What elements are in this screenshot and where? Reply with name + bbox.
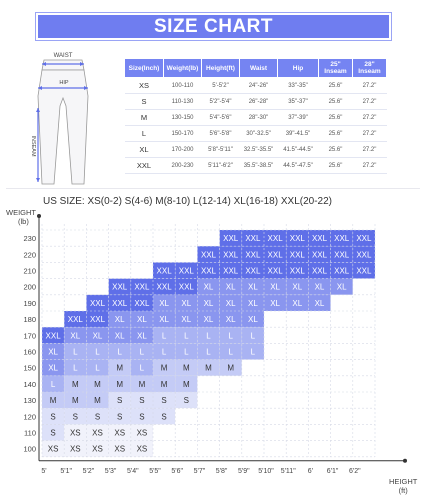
table-header-cell: Hip — [278, 59, 319, 78]
table-cell: 27.2" — [353, 158, 387, 174]
table-cell: 150-170 — [164, 126, 202, 142]
grid-cell — [353, 441, 375, 457]
y-axis-end-dot — [37, 214, 41, 218]
grid-cell-label: L — [73, 363, 78, 373]
grid-cell — [42, 279, 64, 295]
table-cell: 24"-26" — [240, 78, 278, 94]
grid-cell-label: XXL — [223, 266, 239, 276]
weight-tick-label: 230 — [23, 234, 36, 244]
height-tick-label: 5'8" — [215, 467, 228, 475]
grid-cell — [197, 408, 219, 424]
weight-tick-label: 190 — [23, 298, 36, 308]
grid-cell — [220, 441, 242, 457]
grid-cell-label: XS — [136, 444, 148, 454]
grid-cell-label: M — [71, 379, 79, 389]
table-cell: 27.2" — [353, 94, 387, 110]
height-tick-label: 5'3" — [104, 467, 117, 475]
grid-cell-label: S — [139, 412, 145, 422]
grid-cell-label: XL — [159, 315, 169, 325]
table-cell: 27.2" — [353, 142, 387, 158]
grid-cell — [109, 246, 131, 262]
grid-cell-label: L — [73, 347, 78, 357]
height-tick-label: 5'5" — [149, 467, 161, 475]
table-cell: 25.6" — [319, 126, 353, 142]
table-cell: 25.6" — [319, 158, 353, 174]
weight-tick-label: 200 — [23, 282, 36, 292]
grid-cell — [331, 424, 353, 440]
weight-tick-label: 220 — [23, 250, 36, 260]
grid-cell-label: XXL — [289, 234, 305, 244]
grid-cell-label: XS — [114, 428, 126, 438]
grid-cell-label: M — [49, 396, 57, 406]
grid-cell — [264, 392, 286, 408]
grid-cell-label: XXL — [334, 266, 350, 276]
grid-cell-label: S — [94, 412, 101, 422]
grid-cell — [109, 230, 131, 246]
grid-cell — [286, 343, 308, 359]
table-header-cell: Waist — [240, 59, 278, 78]
table-header-cell: 25" Inseam — [319, 59, 353, 78]
grid-cell-label: M — [116, 363, 124, 373]
weight-axis-unit: (lb) — [18, 217, 29, 226]
grid-cell-label: XXL — [134, 282, 150, 292]
grid-cell — [353, 424, 375, 440]
grid-cell-label: XL — [336, 282, 347, 292]
grid-cell-label: XXL — [245, 266, 261, 276]
grid-cell-label: M — [138, 379, 146, 389]
grid-cell-label: XXL — [200, 266, 217, 276]
grid-cell — [331, 376, 353, 392]
table-header-cell: Size(Inch) — [125, 59, 164, 78]
grid-cell — [331, 392, 353, 408]
grid-cell — [86, 246, 108, 262]
grid-cell — [308, 408, 330, 424]
grid-cell-label: XXL — [89, 315, 106, 325]
waist-label: WAIST — [53, 53, 73, 59]
grid-cell — [264, 327, 286, 343]
grid-cell-label: L — [139, 347, 145, 357]
grid-cell — [197, 441, 219, 457]
grid-cell-label: M — [160, 379, 168, 389]
table-cell: 33"-35" — [278, 78, 319, 94]
grid-cell-label: XXL — [311, 266, 328, 276]
weight-tick-label: 210 — [23, 266, 36, 276]
weight-tick-label: 170 — [23, 331, 36, 341]
grid-cell-label: XL — [159, 298, 169, 308]
grid-cell — [242, 441, 264, 457]
height-tick-label: 5'10" — [258, 467, 274, 475]
weight-tick-label: 180 — [23, 315, 36, 325]
grid-cell-label: XXL — [356, 234, 372, 244]
grid-cell — [220, 424, 242, 440]
grid-cell-label: XXL — [356, 250, 372, 260]
grid-cell-label: XS — [136, 428, 148, 438]
grid-cell — [286, 327, 308, 343]
grid-cell — [264, 376, 286, 392]
grid-cell — [153, 424, 175, 440]
grid-cell — [331, 311, 353, 327]
grid-cell — [197, 230, 219, 246]
grid-cell-label: L — [95, 363, 100, 373]
grid-cell — [42, 262, 64, 278]
grid-cell — [131, 230, 153, 246]
grid-cell-label: M — [182, 379, 190, 389]
table-cell: 37"-39" — [278, 110, 319, 126]
grid-cell — [131, 246, 153, 262]
grid-cell — [308, 441, 330, 457]
grid-cell — [331, 343, 353, 359]
table-cell: 25.6" — [319, 94, 353, 110]
table-cell: 25.6" — [319, 78, 353, 94]
grid-cell-label: XS — [47, 444, 59, 454]
grid-cell-label: XXL — [156, 282, 172, 292]
grid-cell-label: XXL — [334, 250, 350, 260]
grid-cell-label: L — [206, 347, 211, 357]
grid-cell — [264, 441, 286, 457]
grid-cell-label: XL — [314, 298, 325, 308]
table-header-cell: Height(ft) — [202, 59, 240, 78]
size-cell: XXL — [125, 158, 164, 174]
grid-cell — [286, 392, 308, 408]
hip-label: HIP — [59, 80, 69, 86]
grid-cell — [264, 408, 286, 424]
grid-cell — [64, 295, 86, 311]
grid-cell-label: S — [72, 412, 78, 422]
size-cell: L — [125, 126, 164, 142]
grid-cell-label: XXL — [200, 250, 217, 260]
grid-cell-label: M — [94, 379, 101, 389]
grid-cell-label: M — [205, 363, 212, 373]
grid-cell-label: XL — [225, 298, 236, 308]
grid-cell — [286, 311, 308, 327]
grid-cell-label: L — [250, 347, 256, 357]
grid-cell — [153, 230, 175, 246]
grid-cell — [42, 311, 64, 327]
grid-cell-label: S — [117, 412, 123, 422]
grid-cell — [308, 311, 330, 327]
grid-cell-label: XXL — [245, 250, 261, 260]
grid-cell-label: S — [161, 396, 167, 406]
grid-cell — [353, 295, 375, 311]
table-cell: 27.2" — [353, 126, 387, 142]
grid-cell-label: XL — [48, 363, 58, 373]
grid-cell-label: XL — [181, 298, 192, 308]
table-cell: 5'8"-5'11" — [202, 142, 240, 158]
grid-cell — [42, 230, 64, 246]
grid-cell-label: M — [227, 363, 235, 373]
grid-cell — [353, 343, 375, 359]
grid-cell-label: M — [160, 363, 168, 373]
grid-cell — [353, 376, 375, 392]
table-header-cell: Weight(lb) — [164, 59, 202, 78]
page-title: SIZE CHART — [154, 15, 273, 37]
grid-cell — [308, 327, 330, 343]
grid-cell-label: XXL — [134, 298, 150, 308]
grid-cell-label: S — [50, 428, 56, 438]
grid-cell-label: XXL — [289, 250, 305, 260]
table-cell: 5'6"-5'8" — [202, 126, 240, 142]
grid-cell-label: XXL — [89, 298, 106, 308]
grid-cell-label: M — [71, 396, 79, 406]
grid-cell-label: XXL — [223, 250, 239, 260]
grid-cell — [86, 279, 108, 295]
height-tick-label: 5'4" — [126, 467, 139, 475]
grid-cell — [353, 408, 375, 424]
grid-cell-label: XL — [270, 298, 280, 308]
size-cell: XS — [125, 78, 164, 94]
size-cell: XL — [125, 142, 164, 158]
grid-cell-label: XL — [270, 282, 280, 292]
table-cell: 32.5"-35.5" — [240, 142, 278, 158]
grid-cell — [175, 424, 197, 440]
height-tick-label: 5'9" — [237, 467, 250, 475]
grid-cell — [242, 360, 264, 376]
grid-cell-label: XL — [292, 298, 303, 308]
grid-cell — [175, 408, 197, 424]
height-axis-unit: (ft) — [398, 486, 408, 495]
grid-cell-label: L — [161, 331, 167, 341]
grid-cell — [286, 441, 308, 457]
table-cell: 44.5"-47.5" — [278, 158, 319, 174]
x-axis-end-dot — [403, 459, 407, 463]
grid-cell — [286, 360, 308, 376]
grid-cell — [308, 392, 330, 408]
table-cell: 5'2"-5'4" — [202, 94, 240, 110]
grid-cell — [308, 343, 330, 359]
grid-cell-label: XXL — [178, 282, 194, 292]
grid-cell — [353, 311, 375, 327]
table-cell: 110-130 — [164, 94, 202, 110]
grid-cell — [242, 376, 264, 392]
height-tick-label: 5'2" — [82, 467, 95, 475]
size-cell: M — [125, 110, 164, 126]
grid-cell-label: M — [116, 379, 124, 389]
height-tick-label: 5'6" — [171, 467, 184, 475]
grid-cell — [64, 246, 86, 262]
grid-cell — [264, 424, 286, 440]
table-cell: 5'11"-6'2" — [202, 158, 240, 174]
height-tick-label: 5' — [41, 467, 47, 475]
table-header-cell: 28" Inseam — [353, 59, 387, 78]
height-tick-label: 5'1" — [60, 467, 73, 475]
grid-cell-label: XS — [92, 428, 103, 438]
grid-cell — [353, 392, 375, 408]
grid-cell-label: XXL — [356, 266, 372, 276]
grid-cell-label: XL — [248, 282, 258, 292]
grid-cell-label: S — [117, 396, 123, 406]
grid-cell-label: XL — [203, 298, 214, 308]
grid-cell — [64, 262, 86, 278]
weight-tick-label: 130 — [23, 396, 36, 406]
grid-cell-label: L — [206, 331, 211, 341]
grid-cell-label: XS — [92, 444, 103, 454]
grid-cell — [64, 279, 86, 295]
table-cell: 25.6" — [319, 110, 353, 126]
grid-cell — [286, 408, 308, 424]
weight-axis-label: WEIGHT — [6, 208, 36, 217]
grid-cell-label: L — [228, 331, 233, 341]
grid-cell — [131, 262, 153, 278]
grid-cell-label: XXL — [267, 250, 283, 260]
grid-cell-label: XXL — [45, 331, 61, 341]
grid-cell-label: XL — [48, 347, 58, 357]
table-cell: 200-230 — [164, 158, 202, 174]
grid-cell — [197, 376, 219, 392]
grid-cell — [353, 360, 375, 376]
grid-cell — [86, 262, 108, 278]
grid-cell — [353, 279, 375, 295]
table-cell: 27.2" — [353, 78, 387, 94]
grid-cell-label: XXL — [156, 266, 172, 276]
grid-cell — [331, 295, 353, 311]
table-cell: 25.6" — [319, 142, 353, 158]
grid-cell — [353, 327, 375, 343]
grid-cell-label: XXL — [289, 266, 305, 276]
grid-cell-label: XL — [248, 298, 258, 308]
grid-cell — [153, 441, 175, 457]
grid-cell — [175, 246, 197, 262]
size-cell: S — [125, 94, 164, 110]
grid-cell — [242, 424, 264, 440]
grid-cell — [220, 392, 242, 408]
grid-cell-label: L — [117, 347, 122, 357]
grid-cell — [220, 408, 242, 424]
grid-cell — [242, 392, 264, 408]
table-cell: 100-110 — [164, 78, 202, 94]
grid-cell — [197, 392, 219, 408]
grid-cell-label: XXL — [112, 298, 128, 308]
grid-cell — [175, 230, 197, 246]
grid-cell-label: L — [184, 331, 189, 341]
grid-cell — [86, 230, 108, 246]
grid-cell-label: XL — [203, 282, 214, 292]
grid-cell — [308, 376, 330, 392]
table-cell: 28"-30" — [240, 110, 278, 126]
weight-tick-label: 160 — [23, 347, 36, 357]
grid-cell-label: XXL — [178, 266, 194, 276]
table-cell: 170-200 — [164, 142, 202, 158]
table-cell: 130-150 — [164, 110, 202, 126]
grid-cell — [242, 408, 264, 424]
grid-cell — [153, 246, 175, 262]
weight-tick-label: 150 — [23, 363, 36, 373]
inseam-label: INSEAM — [30, 135, 36, 157]
grid-cell-label: L — [184, 347, 189, 357]
height-tick-label: 5'7" — [193, 467, 206, 475]
grid-cell-label: XXL — [267, 266, 283, 276]
grid-cell — [264, 343, 286, 359]
grid-cell-label: XXL — [267, 234, 283, 244]
grid-cell — [264, 311, 286, 327]
grid-cell-label: XXL — [67, 315, 83, 325]
table-cell: 5'4"-5'6" — [202, 110, 240, 126]
grid-cell-label: XXL — [245, 234, 261, 244]
grid-cell-label: L — [161, 347, 167, 357]
grid-cell — [331, 360, 353, 376]
grid-cell — [308, 360, 330, 376]
height-tick-label: 6' — [307, 467, 314, 475]
grid-cell — [220, 376, 242, 392]
grid-cell-label: XXL — [223, 234, 239, 244]
grid-cell-label: S — [139, 396, 145, 406]
grid-cell-label: XL — [114, 315, 125, 325]
grid-cell-label: L — [250, 331, 256, 341]
table-cell: 26"-28" — [240, 94, 278, 110]
grid-cell-label: XL — [248, 315, 258, 325]
grid-cell-label: XL — [203, 315, 214, 325]
grid-cell-label: S — [161, 412, 167, 422]
table-cell: 35"-37" — [278, 94, 319, 110]
grid-cell-label: XL — [137, 315, 147, 325]
table-cell: 30"-32.5" — [240, 126, 278, 142]
grid-cell — [264, 360, 286, 376]
grid-cell-label: XL — [225, 315, 236, 325]
grid-cell-label: XL — [314, 282, 325, 292]
table-cell: 35.5"-38.5" — [240, 158, 278, 174]
grid-cell-label: XXL — [112, 282, 128, 292]
grid-cell — [109, 262, 131, 278]
grid-cell-label: L — [228, 347, 233, 357]
grid-cell-label: XXL — [311, 234, 328, 244]
grid-cell-label: M — [94, 396, 101, 406]
grid-cell — [42, 246, 64, 262]
weight-tick-label: 100 — [23, 444, 36, 454]
table-cell: 27.2" — [353, 110, 387, 126]
grid-cell-label: XL — [181, 315, 192, 325]
grid-cell-label: M — [182, 363, 190, 373]
grid-cell — [331, 408, 353, 424]
grid-cell-label: XS — [69, 428, 81, 438]
grid-cell — [331, 327, 353, 343]
grid-cell — [286, 424, 308, 440]
grid-cell-label: L — [95, 347, 100, 357]
grid-cell — [308, 424, 330, 440]
height-tick-label: 6'2" — [348, 467, 361, 475]
grid-cell-label: XL — [92, 331, 103, 341]
grid-cell — [286, 376, 308, 392]
weight-tick-label: 120 — [23, 412, 36, 422]
table-cell: 5'-5'2" — [202, 78, 240, 94]
grid-cell-label: XL — [70, 331, 81, 341]
grid-cell-label: XXL — [334, 234, 350, 244]
weight-tick-label: 110 — [24, 428, 36, 438]
grid-cell — [175, 441, 197, 457]
grid-cell-label: L — [50, 379, 56, 389]
grid-cell-label: XL — [137, 331, 147, 341]
height-tick-label: 6'1" — [326, 467, 339, 475]
grid-cell-label: XS — [114, 444, 126, 454]
grid-cell-label: XS — [69, 444, 81, 454]
weight-tick-label: 140 — [23, 379, 36, 389]
grid-cell-label: S — [50, 412, 56, 422]
table-cell: 41.5"-44.5" — [278, 142, 319, 158]
us-size-legend: US SIZE: XS(0-2) S(4-6) M(8-10) L(12-14) XL(16-18) XXL(20-22) — [43, 196, 332, 207]
table-cell: 39"-41.5" — [278, 126, 319, 142]
grid-cell — [331, 441, 353, 457]
height-tick-label: 5'11" — [280, 467, 296, 475]
grid-cell-label: S — [183, 396, 189, 406]
grid-cell-label: XL — [292, 282, 303, 292]
grid-cell-label: XL — [114, 331, 125, 341]
grid-cell — [42, 295, 64, 311]
grid-cell-label: XL — [225, 282, 236, 292]
grid-cell — [64, 230, 86, 246]
height-axis-label: HEIGHT — [389, 477, 418, 486]
grid-cell-label: XXL — [311, 250, 328, 260]
grid-cell — [197, 424, 219, 440]
grid-cell-label: L — [139, 363, 145, 373]
